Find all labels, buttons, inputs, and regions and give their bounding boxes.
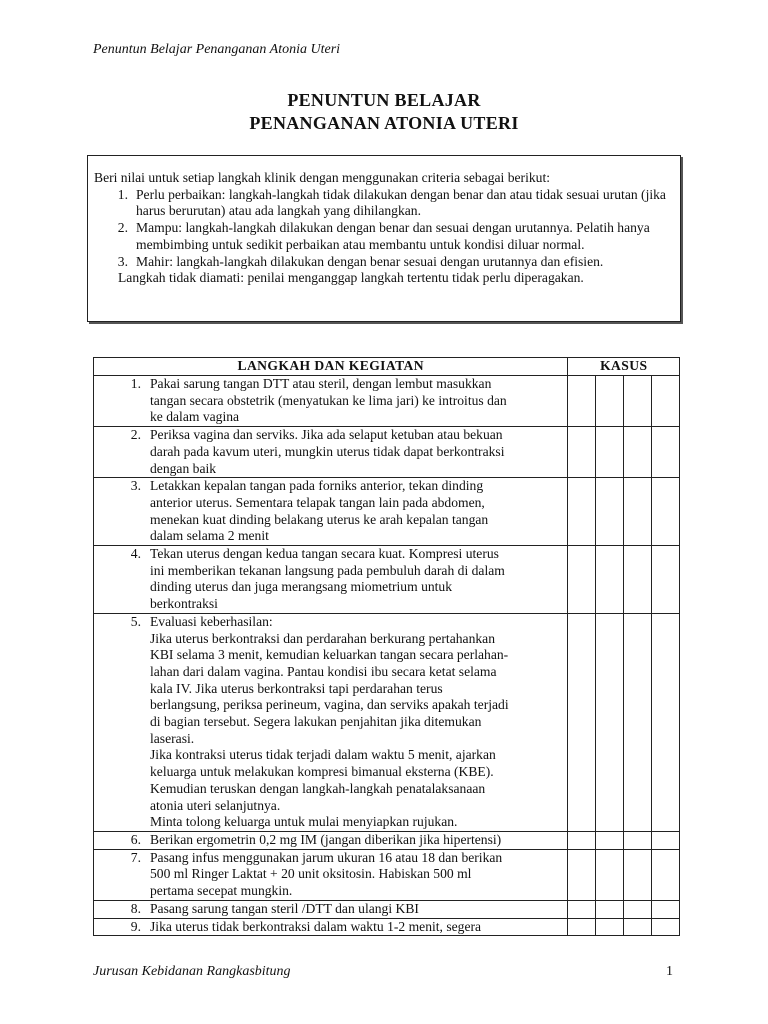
step-line: Kemudian teruskan dengan langkah-langkah penatalaksanaan	[150, 780, 486, 796]
criteria-note: Langkah tidak diamati: penilai menganggap langkah tertentu tidak perlu diperagakan.	[118, 270, 584, 286]
case-cell[interactable]	[624, 831, 652, 849]
case-cell[interactable]	[568, 918, 596, 936]
step-cell	[94, 613, 568, 831]
step-line: Jika uterus berkontraksi dan perdarahan berkurang pertahankan	[150, 630, 495, 646]
case-cell[interactable]	[568, 376, 596, 427]
step-line: Pasang sarung tangan steril /DTT dan ulangi KBI	[150, 900, 419, 916]
case-cell[interactable]	[568, 478, 596, 546]
footer-text: Jurusan Kebidanan Rangkasbitung	[93, 964, 291, 979]
step-number: 1.	[130, 376, 141, 391]
case-cell[interactable]	[596, 900, 624, 918]
step-number: 3.	[130, 478, 141, 494]
step-number: 4.	[130, 546, 141, 562]
step-text	[150, 427, 561, 477]
step-number: 7.	[130, 849, 141, 865]
case-cell[interactable]	[568, 900, 596, 918]
page-title-line1: PENUNTUN BELAJAR	[287, 90, 481, 110]
step-line: Pasang infus menggunakan jarum ukuran 16 atau 18 dan berikan	[150, 849, 503, 865]
case-cell[interactable]	[624, 918, 652, 936]
table-row	[94, 478, 680, 546]
criteria-item-number: 3.	[117, 253, 128, 269]
step-line: menekan kuat dinding belakang uterus ke arah kepalan tangan	[150, 511, 489, 527]
case-cell[interactable]	[568, 427, 596, 478]
table-row	[94, 900, 680, 918]
step-line: pertama secepat mungkin.	[150, 883, 293, 899]
criteria-item-number: 2.	[117, 220, 128, 236]
step-cell	[94, 427, 568, 478]
case-cell[interactable]	[596, 546, 624, 614]
case-cell[interactable]	[596, 427, 624, 478]
step-number: 9.	[130, 918, 141, 934]
step-line: Minta tolong keluarga untuk mulai menyiapkan rujukan.	[150, 814, 458, 830]
step-text	[150, 376, 561, 426]
step-number: 2.	[130, 427, 141, 443]
case-cell[interactable]	[596, 478, 624, 546]
case-cell[interactable]	[596, 613, 624, 831]
table-row	[94, 546, 680, 614]
case-cell[interactable]	[652, 613, 680, 831]
step-number: 6.	[130, 831, 141, 847]
step-number: 8.	[130, 900, 141, 916]
case-cell[interactable]	[652, 376, 680, 427]
step-cell	[94, 849, 568, 900]
step-line: 500 ml Ringer Laktat + 20 unit oksitosin. Habiskan 500 ml	[150, 866, 472, 882]
step-line: berlangsung, periksa perineum, vagina, dan serviks apakah terjadi	[150, 697, 509, 713]
table-row	[94, 918, 680, 936]
step-line: Pakai sarung tangan DTT atau steril, dengan lembut masukkan	[150, 376, 492, 391]
table-row	[94, 831, 680, 849]
criteria-item-text: Mampu: langkah-langkah dilakukan dengan benar dan sesuai dengan urutannya. Pelatih hanya membimbing untuk sedikit perbaikan atau membantu untuk kondisi diluar normal.	[136, 220, 650, 252]
step-text	[150, 850, 561, 900]
case-cell[interactable]	[596, 376, 624, 427]
criteria-item	[94, 220, 672, 253]
case-cell[interactable]	[652, 427, 680, 478]
criteria-item	[94, 187, 672, 220]
step-line: Evaluasi keberhasilan:	[150, 613, 273, 629]
steps-table	[93, 357, 680, 936]
case-cell[interactable]	[568, 831, 596, 849]
step-line: keluarga untuk melakukan kompresi bimanual eksterna (KBE).	[150, 764, 494, 780]
step-line: Jika uterus tidak berkontraksi dalam waktu 1-2 menit, segera	[150, 918, 482, 934]
criteria-box	[87, 155, 681, 322]
page-title-line2: PENANGANAN ATONIA UTERI	[249, 113, 519, 133]
step-line: dalam selama 2 menit	[150, 528, 269, 544]
case-cell[interactable]	[596, 918, 624, 936]
step-line: kala IV. Jika uterus berkontraksi tapi perdarahan terus	[150, 680, 443, 696]
criteria-item	[94, 254, 672, 271]
table-row	[94, 427, 680, 478]
step-line: laserasi.	[150, 730, 195, 746]
case-cell[interactable]	[624, 427, 652, 478]
criteria-intro: Beri nilai untuk setiap langkah klinik dengan menggunakan criteria sebagai berikut:	[94, 170, 551, 185]
case-cell[interactable]	[652, 478, 680, 546]
step-line: ke dalam vagina	[150, 409, 240, 425]
case-cell[interactable]	[596, 831, 624, 849]
case-cell[interactable]	[652, 918, 680, 936]
step-line: Jika kontraksi uterus tidak terjadi dalam waktu 5 menit, ajarkan	[150, 747, 496, 763]
case-cell[interactable]	[568, 849, 596, 900]
case-cell[interactable]	[624, 900, 652, 918]
case-cell[interactable]	[624, 546, 652, 614]
table-row	[94, 849, 680, 900]
steps-body	[94, 376, 680, 936]
criteria-item-text: Perlu perbaikan: langkah-langkah tidak dilakukan dengan benar dan atau tidak sesuai urutan (jika harus berurutan) atau ada langkah yang dihilangkan.	[136, 186, 666, 219]
step-line: Tekan uterus dengan kedua tangan secara kuat. Kompresi uterus	[150, 546, 499, 562]
criteria-item-text: Mahir: langkah-langkah dilakukan dengan benar sesuai dengan urutannya dan efisien.	[136, 253, 604, 269]
step-cell	[94, 900, 568, 918]
case-cell[interactable]	[652, 831, 680, 849]
step-line: tangan secara obstetrik (menyatukan ke lima jari) ke introitus dan	[150, 392, 507, 408]
running-header: Penuntun Belajar Penanganan Atonia Uteri	[93, 42, 341, 57]
step-line: darah pada kavum uteri, mungkin uterus tidak dapat berkontraksi	[150, 443, 505, 459]
step-line: Berikan ergometrin 0,2 mg IM (jangan diberikan jika hipertensi)	[150, 831, 502, 847]
step-line: berkontraksi	[150, 596, 218, 612]
case-cell[interactable]	[624, 613, 652, 831]
criteria-list	[94, 187, 672, 271]
header-langkah: LANGKAH DAN KEGIATAN	[94, 358, 568, 376]
step-cell	[94, 478, 568, 546]
step-line: Letakkan kepalan tangan pada forniks anterior, tekan dinding	[150, 478, 484, 494]
step-line: dengan baik	[150, 460, 217, 476]
case-cell[interactable]	[568, 613, 596, 831]
page-number: 1	[666, 964, 673, 979]
header-kasus: KASUS	[568, 358, 680, 376]
table-row	[94, 376, 680, 427]
step-line: di bagian tersebut. Segera lakukan penjahitan jika ditemukan	[150, 714, 482, 730]
step-number: 5.	[130, 613, 141, 629]
step-text	[150, 478, 561, 545]
step-line: Periksa vagina dan serviks. Jika ada selaput ketuban atau bekuan	[150, 427, 503, 443]
step-line: atonia uteri selanjutnya.	[150, 797, 281, 813]
criteria-item-number: 1.	[117, 186, 128, 202]
step-line: KBI selama 3 menit, kemudian keluarkan tangan secara perlahan-	[150, 647, 509, 663]
step-line: ini memberikan tekanan langsung pada pembuluh darah di dalam	[150, 562, 505, 578]
step-text	[150, 832, 561, 849]
case-cell[interactable]	[652, 849, 680, 900]
step-text	[150, 919, 561, 936]
step-text	[150, 901, 561, 918]
step-text	[150, 546, 561, 613]
step-cell	[94, 918, 568, 936]
step-cell	[94, 546, 568, 614]
case-cell[interactable]	[652, 546, 680, 614]
step-cell	[94, 831, 568, 849]
step-cell	[94, 376, 568, 427]
case-cell[interactable]	[568, 546, 596, 614]
step-line: anterior uterus. Sementara telapak tangan lain pada abdomen,	[150, 494, 485, 510]
step-line: lahan dari dalam vagina. Pantau kondisi ibu secara ketat selama	[150, 663, 497, 679]
case-cell[interactable]	[624, 478, 652, 546]
step-text	[150, 614, 561, 831]
table-header-row	[94, 358, 680, 376]
case-cell[interactable]	[624, 849, 652, 900]
case-cell[interactable]	[624, 376, 652, 427]
table-row	[94, 613, 680, 831]
case-cell[interactable]	[596, 849, 624, 900]
step-line: dinding uterus dan juga merangsang miometrium untuk	[150, 579, 453, 595]
case-cell[interactable]	[652, 900, 680, 918]
